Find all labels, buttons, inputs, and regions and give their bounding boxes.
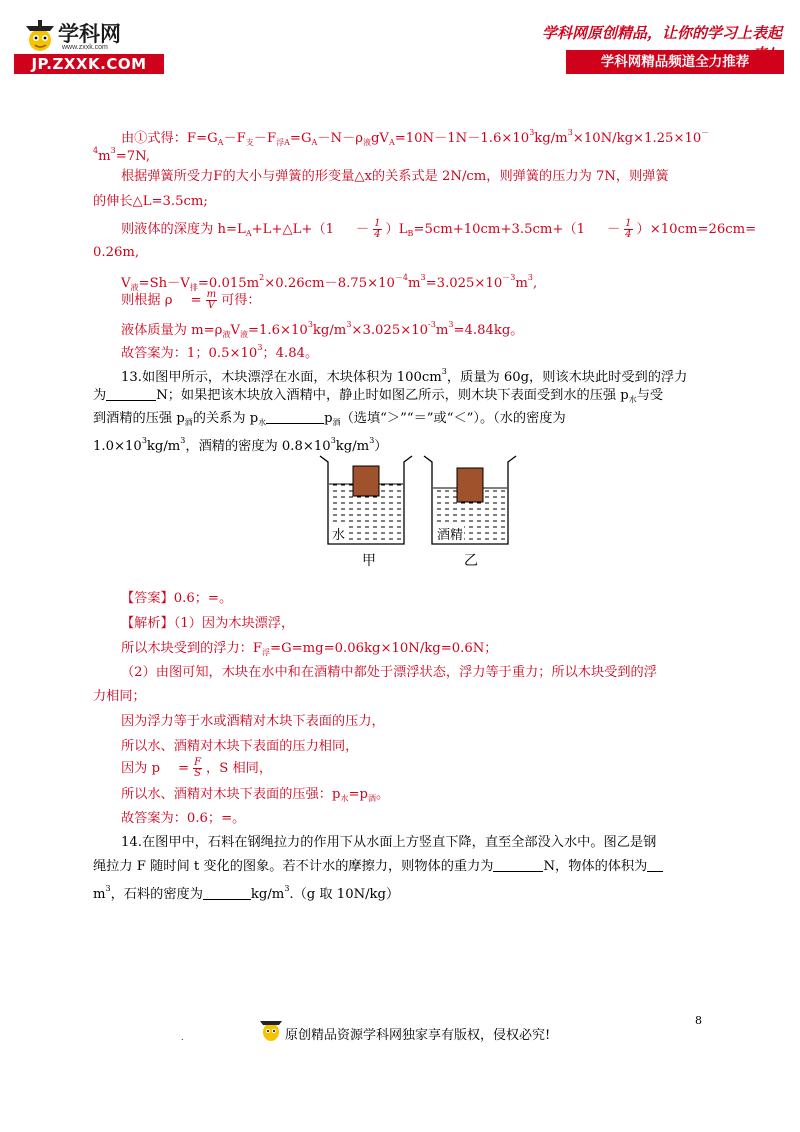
question-line: $1.0\times 10^3kg/m^3$，酒精的密度为 $0.8\times 10^3kg/m^3$） (93, 436, 388, 454)
solution-line: $V_液=Sh-V_排=0.015m^2\times 0.26cm-8.75\times 10^{-4}m^3=3.025\times 10^{-3}m^3$, (121, 273, 538, 292)
question-line: $m^3$，石料的密度为 $kg/m^3.(g$ 取 10N/kg） (93, 884, 400, 902)
wood-block (353, 466, 379, 496)
solution-line: 则根据 ρ = $\frac{m}{V}$ 可得： (121, 289, 261, 311)
analysis-line: 所以木块受到的浮力：$F_浮=G=mg=0.06kg\times 10N/kg=0.6N$； (121, 641, 498, 657)
solution-line: 故答案为：1；$0.5\times 10^3$；4.84。 (121, 343, 319, 361)
logo-subtext: www.zxxk.com (62, 44, 108, 51)
solution-line: 的伸长△L=3.5cm; (93, 194, 208, 209)
solution-line: 液体质量为 $m=\rho_液V_液=1.6\times 10^3kg/m^3\times 3.025\times 10^{-3}m^3=4.84kg$。 (121, 320, 524, 339)
answer-blank[interactable] (266, 410, 324, 424)
analysis-line: 故答案为：0.6；=。 (121, 811, 246, 826)
solution-line: 则液体的深度为 $h=L_A+L+\triangle L+(1$ － $\frac{1}{4}$ ）$L_B=5cm+10cm+3.5cm+(1$ － $\frac{1}{4}$ ）×10cm=26cm= (121, 218, 757, 240)
header-banner: 学科网精品频道全力推荐 (566, 50, 784, 74)
solution-line: 0.26m, (93, 245, 140, 260)
analysis-line: （2）由图可知，木块在水中和在酒精中都处于漂浮状态，浮力等于重力；所以木块受到的浮 (121, 665, 657, 680)
footer-dot: . (181, 1033, 184, 1042)
answer-line: 【答案】0.6；=。 (121, 591, 233, 606)
question-line: 到酒精的压强 $p_酒$的关系为 $p_水$ $p_酒$（选填“＞”“＝”或“＜”）。（水的密度为 (93, 411, 566, 427)
header-slogan: 学科网原创精品，让你的学习上表起 (541, 24, 782, 42)
analysis-line: 【解析】（1）因为木块漂浮， (121, 616, 295, 631)
solution-line: 根据弹簧所受力F的大小与弹簧的形变量△x的关系式是 2N/cm，则弹簧的压力为 7N，则弹簧 (121, 169, 669, 184)
question-line: 绳拉力 F 随时间 t 变化的图象。若不计水的摩擦力，则物体的重力为 N，物体的体积为 (93, 858, 663, 876)
wood-block (457, 468, 483, 502)
logo-url[interactable]: JP.ZXXK.COM (14, 54, 164, 74)
answer-blank[interactable] (203, 886, 251, 900)
beakers-figure (316, 452, 526, 574)
logo-text: 学科网 (58, 22, 121, 46)
footer-copyright: 原创精品资源学科网独家享有版权，侵权必究! (285, 1028, 551, 1043)
analysis-line: 力相同； (93, 689, 146, 704)
question-line: 13.如图甲所示，木块漂浮在水面，木块体积为 $100cm^3$，质量为 60g，则该木块此时受到的浮力 (121, 367, 688, 385)
solution-line: $^4m^3=7N$, (93, 146, 151, 164)
answer-blank[interactable] (647, 858, 663, 872)
label-alcohol: 酒精 (436, 524, 464, 543)
question-line: 14.在图甲中，石料在钢绳拉力的作用下从水面上方竖直下降，直至全部没入水中。图乙是钢 (121, 835, 657, 850)
analysis-line: 因为浮力等于水或酒精对木块下表面的压力， (121, 714, 385, 729)
analysis-line: 所以水、酒精对木块下表面的压强：$p_水=p_酒$。 (121, 787, 390, 803)
analysis-line: 因为 p = $\frac{F}{S}$ ，S 相同， (121, 757, 273, 779)
caption-b: 乙 (464, 553, 478, 569)
analysis-line: 所以水、酒精对木块下表面的压力相同， (121, 739, 359, 754)
mascot-icon (258, 1015, 284, 1043)
page-number: 8 (695, 1014, 702, 1027)
answer-blank[interactable] (493, 858, 543, 872)
label-water: 水 (331, 524, 346, 543)
question-line: 为 N；如果把该木块放入酒精中，静止时如图乙所示，则木块下表面受到水的压强 $p_水$与受 (93, 388, 664, 404)
solution-line: 由①式得：$F=G_A-F_支-F_{浮A}=G_A-N-\rho_液gV_A=10N-1N-1.6\times 10^3kg/m^3\times 10N/kg\times 1.25\times 10^-$ (121, 128, 710, 147)
caption-a: 甲 (362, 553, 376, 569)
answer-blank[interactable] (106, 387, 156, 401)
